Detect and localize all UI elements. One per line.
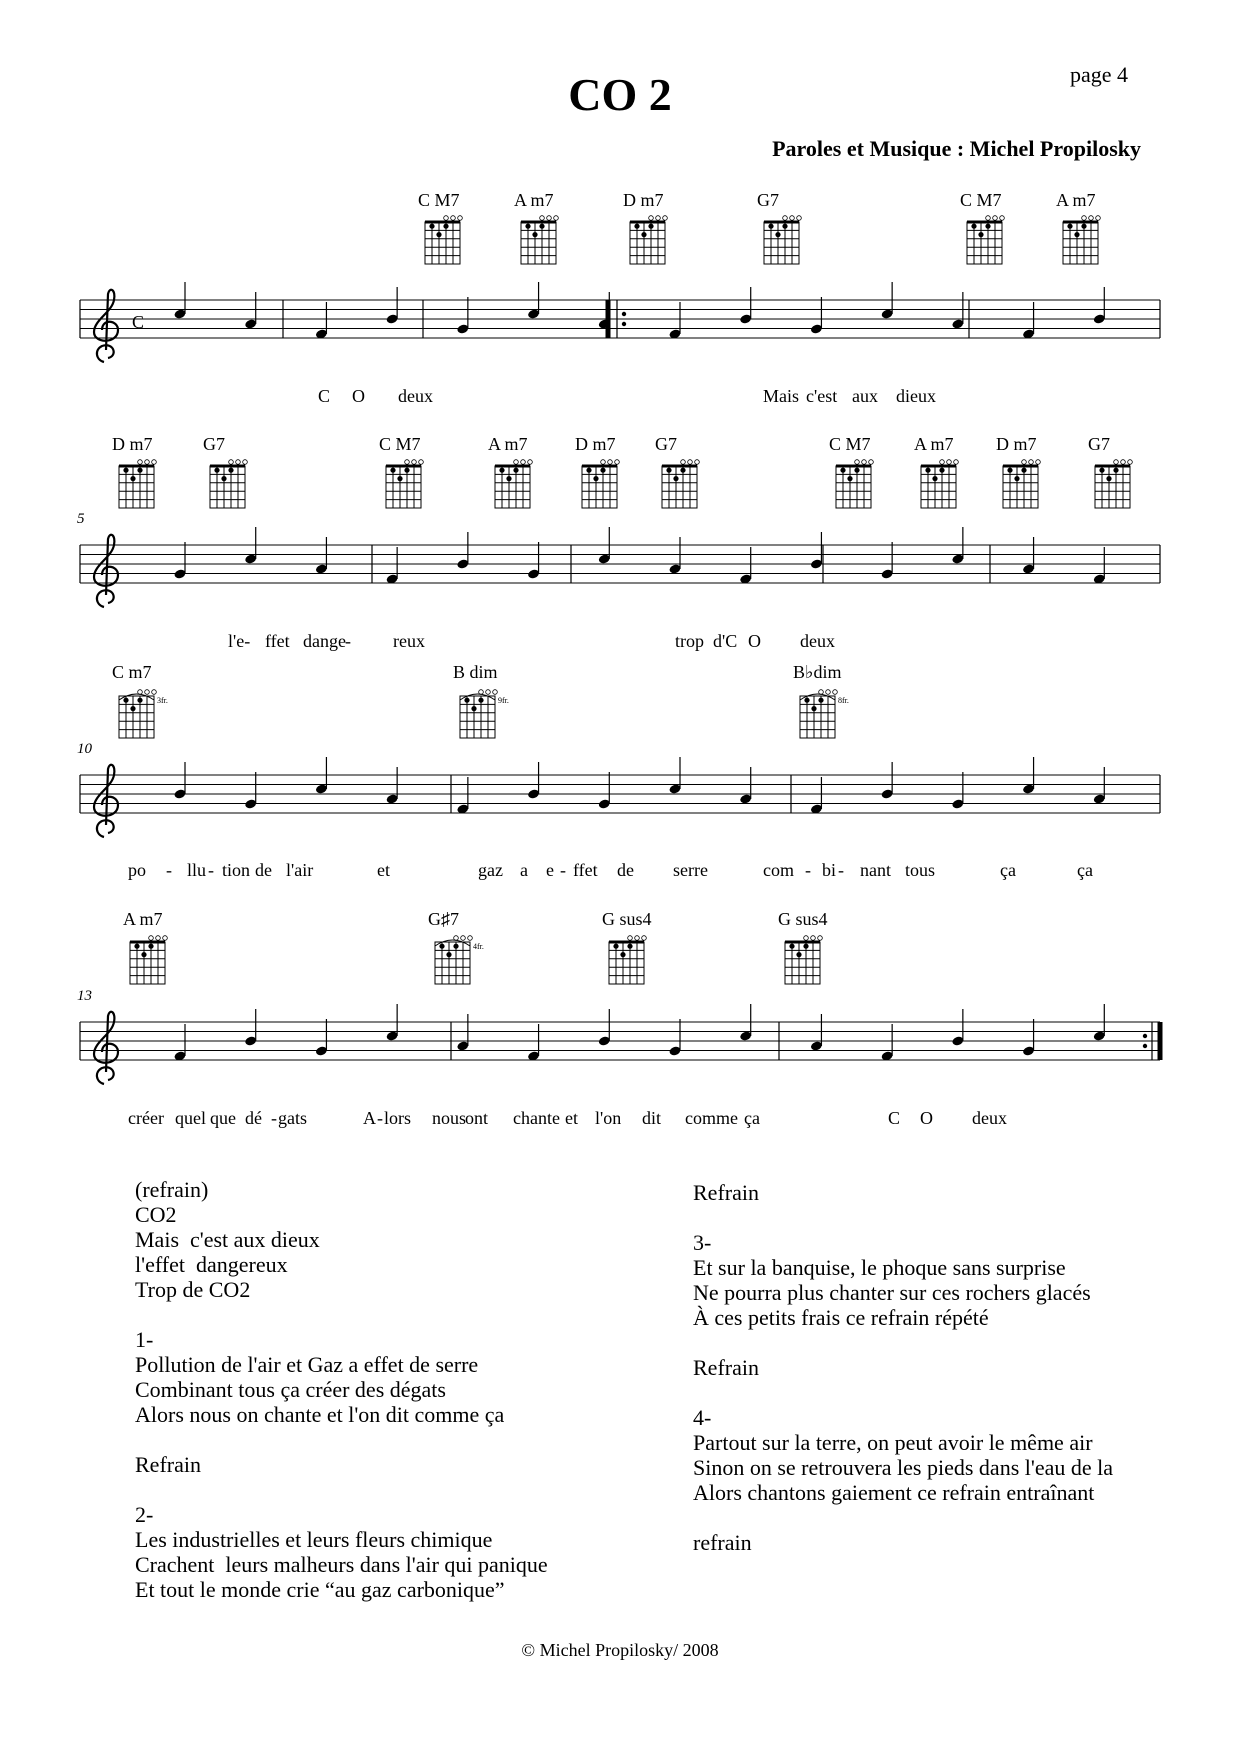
verse-line xyxy=(135,1427,548,1452)
lyric-syllable: nant xyxy=(860,860,891,880)
treble-clef xyxy=(94,765,118,837)
chord-name: C M7 xyxy=(418,190,460,210)
fret-position-label: 4fr. xyxy=(473,942,484,951)
chord-diagram xyxy=(386,460,423,508)
verse-line: Trop de CO2 xyxy=(135,1277,251,1302)
verse-line: Alors nous on chante et l'on dit comme ça xyxy=(135,1402,505,1427)
lyric-syllable: ffet xyxy=(265,631,290,651)
lyric-syllable: com xyxy=(763,860,794,880)
verse-line: Ne pourra plus chanter sur ces rochers glacés xyxy=(693,1280,1091,1305)
chord-name: G7 xyxy=(203,434,225,454)
page-number: page 4 xyxy=(1070,62,1129,87)
lyric-syllable: quel xyxy=(175,1108,206,1128)
verse-line xyxy=(693,1380,1113,1405)
lyric-syllable: O xyxy=(748,631,761,651)
lyric-syllable: l'air xyxy=(286,860,314,880)
chord-diagram xyxy=(630,216,667,264)
chord-name: C M7 xyxy=(379,434,421,454)
chord-name: G♯7 xyxy=(428,909,459,929)
chord-diagram xyxy=(800,690,837,738)
lyric-syllable: - xyxy=(805,860,811,880)
lyric-syllable: que xyxy=(210,1108,236,1128)
lyric-syllable: - xyxy=(166,860,172,880)
lyric-syllable: reux xyxy=(393,631,425,651)
lyric-syllable: ça xyxy=(1000,860,1016,880)
measure-number: 5 xyxy=(77,511,85,527)
chord-diagram xyxy=(425,216,462,264)
verse-line: refrain xyxy=(693,1530,752,1555)
lyric-syllable: tous xyxy=(905,860,936,880)
verse-line: Mais c'est aux dieux xyxy=(135,1227,320,1252)
verse-line: Refrain xyxy=(135,1452,201,1477)
time-signature: C xyxy=(132,312,145,332)
verse-line: Partout sur la terre, on peut avoir le même air xyxy=(693,1430,1093,1455)
lyric-syllable: e xyxy=(546,860,554,880)
lyric-syllable: dit xyxy=(642,1108,662,1128)
verse-line xyxy=(135,1477,548,1502)
lyric-syllable: dange xyxy=(303,631,346,651)
verse-line xyxy=(693,1330,1113,1355)
lyric-syllable: comme xyxy=(685,1108,738,1128)
chord-diagram xyxy=(1095,460,1132,508)
verse-line xyxy=(693,1505,1113,1530)
chord-name: G sus4 xyxy=(778,909,828,929)
verse-line: À ces petits frais ce refrain répété xyxy=(693,1305,989,1330)
chord-diagram xyxy=(967,216,1004,264)
verse-line: 3- xyxy=(693,1230,712,1255)
chord-diagram xyxy=(1063,216,1100,264)
chord-diagram xyxy=(662,460,699,508)
lyric-syllable: de xyxy=(255,860,272,880)
lyric-syllable: - xyxy=(208,860,214,880)
fret-position-label: 9fr. xyxy=(498,696,509,705)
lyric-syllable: deux xyxy=(972,1108,1007,1128)
chord-diagram xyxy=(785,936,822,984)
lyric-syllable: tion xyxy=(222,860,251,880)
chord-name: A m7 xyxy=(488,434,528,454)
lyric-syllable: aux xyxy=(852,386,878,406)
verse-line: 2- xyxy=(135,1502,154,1527)
verse-line: Sinon on se retrouvera les pieds dans l'eau de la xyxy=(693,1455,1114,1480)
chord-name: A m7 xyxy=(1056,190,1096,210)
chord-name: D m7 xyxy=(996,434,1037,454)
chord-name: G7 xyxy=(757,190,779,210)
credits: Paroles et Musique : Michel Propilosky xyxy=(772,136,1141,161)
lyric-syllable: llu xyxy=(187,860,207,880)
treble-clef xyxy=(94,1012,118,1084)
chord-name: C M7 xyxy=(829,434,871,454)
lyric-syllable: de xyxy=(617,860,634,880)
chord-name: B♭dim xyxy=(793,662,842,682)
lyric-syllable: a xyxy=(520,860,528,880)
verse-line: Refrain xyxy=(693,1180,759,1205)
lyric-syllable: - xyxy=(345,631,351,651)
lyric-syllable: trop xyxy=(675,631,704,651)
chord-name: G sus4 xyxy=(602,909,652,929)
music-system xyxy=(80,527,1160,607)
lyric-syllable: C xyxy=(318,386,331,406)
lyric-syllable: créer xyxy=(128,1108,164,1128)
lyric-syllable: d'C xyxy=(713,631,738,651)
verse-line: Et sur la banquise, le phoque sans surprise xyxy=(693,1255,1066,1280)
chord-name: C M7 xyxy=(960,190,1002,210)
chord-name: D m7 xyxy=(112,434,153,454)
chord-diagram xyxy=(921,460,958,508)
lyric-syllable: O xyxy=(352,386,365,406)
lyric-syllable: C xyxy=(888,1108,901,1128)
music-system xyxy=(80,757,1160,837)
lyric-syllable: gaz xyxy=(478,860,503,880)
chord-diagram xyxy=(495,460,532,508)
verse-line: Combinant tous ça créer des dégats xyxy=(135,1377,446,1402)
music-system xyxy=(80,1004,1160,1084)
treble-clef xyxy=(94,535,118,607)
verse-line: Et tout le monde crie “au gaz carbonique” xyxy=(135,1577,505,1602)
verses-right-column xyxy=(693,1180,1113,1555)
verse-line: (refrain) xyxy=(135,1177,209,1202)
chord-name: D m7 xyxy=(575,434,616,454)
fret-position-label: 8fr. xyxy=(838,696,849,705)
chord-name: D m7 xyxy=(623,190,664,210)
lyric-syllable: Mais xyxy=(763,386,799,406)
lyric-syllable: dieux xyxy=(896,386,936,406)
chord-name: A m7 xyxy=(914,434,954,454)
lyric-syllable: lors xyxy=(384,1108,411,1128)
chord-diagram xyxy=(1003,460,1040,508)
lyric-syllable: - xyxy=(838,860,844,880)
lyric-syllable: nous xyxy=(432,1108,467,1128)
lyric-syllable: et xyxy=(377,860,390,880)
measure-number: 10 xyxy=(77,741,92,757)
chord-name: G7 xyxy=(1088,434,1110,454)
verse-line: 4- xyxy=(693,1405,712,1430)
chord-diagram xyxy=(836,460,873,508)
chord-diagram xyxy=(764,216,801,264)
chord-diagram xyxy=(521,216,558,264)
lyric-syllable: O xyxy=(920,1108,933,1128)
lyric-syllable: ça xyxy=(744,1108,760,1128)
lyric-syllable: l'on xyxy=(595,1108,622,1128)
copyright: © Michel Propilosky/ 2008 xyxy=(521,1640,719,1660)
verse-line: 1- xyxy=(135,1327,154,1352)
chord-diagram xyxy=(460,690,497,738)
chord-name: C m7 xyxy=(112,662,152,682)
verse-line: Crachent leurs malheurs dans l'air qui panique xyxy=(135,1552,548,1577)
verse-line: Alors chantons gaiement ce refrain entraînant xyxy=(693,1480,1095,1505)
lyric-syllable: deux xyxy=(800,631,835,651)
fret-position-label: 3fr. xyxy=(157,696,168,705)
lyric-syllable: - xyxy=(377,1108,383,1128)
verse-line xyxy=(693,1205,1113,1230)
lyric-syllable: deux xyxy=(398,386,433,406)
chord-name: A m7 xyxy=(123,909,163,929)
lyric-syllable: ont xyxy=(465,1108,489,1128)
lyric-syllable: chante xyxy=(513,1108,560,1128)
lyric-syllable: serre xyxy=(673,860,708,880)
chord-diagram xyxy=(609,936,646,984)
lyric-syllable: - xyxy=(560,860,566,880)
chord-diagram xyxy=(119,690,156,738)
verse-line: Les industrielles et leurs fleurs chimique xyxy=(135,1527,493,1552)
lyric-syllable: - xyxy=(271,1108,277,1128)
verse-line: Pollution de l'air et Gaz a effet de serre xyxy=(135,1352,479,1377)
treble-clef xyxy=(94,290,118,362)
lyric-syllable: bi xyxy=(822,860,837,880)
lyric-syllable: A xyxy=(363,1108,376,1128)
verse-line: l'effet dangereux xyxy=(135,1252,288,1277)
chord-name: A m7 xyxy=(514,190,554,210)
lyric-syllable: c'est xyxy=(806,386,838,406)
music-system xyxy=(80,282,1160,362)
chord-diagram xyxy=(582,460,619,508)
chord-name: G7 xyxy=(655,434,677,454)
chord-name: B dim xyxy=(453,662,498,682)
verses-left-column xyxy=(135,1177,548,1602)
measure-number: 13 xyxy=(77,988,92,1004)
verse-line xyxy=(135,1302,548,1327)
chord-diagram xyxy=(210,460,247,508)
verse-line: CO2 xyxy=(135,1202,177,1227)
lyric-syllable: gats xyxy=(278,1108,307,1128)
verse-line: Refrain xyxy=(693,1355,759,1380)
lyric-syllable: et xyxy=(565,1108,578,1128)
lyric-syllable: ça xyxy=(1077,860,1093,880)
lyric-syllable: po xyxy=(128,860,146,880)
chord-diagram xyxy=(119,460,156,508)
lyric-syllable: dé xyxy=(245,1108,262,1128)
song-title: CO 2 xyxy=(568,69,672,120)
chord-diagram xyxy=(435,936,472,984)
lyric-syllable: l'e- xyxy=(228,631,251,651)
chord-diagram xyxy=(130,936,167,984)
lyric-syllable: ffet xyxy=(573,860,598,880)
